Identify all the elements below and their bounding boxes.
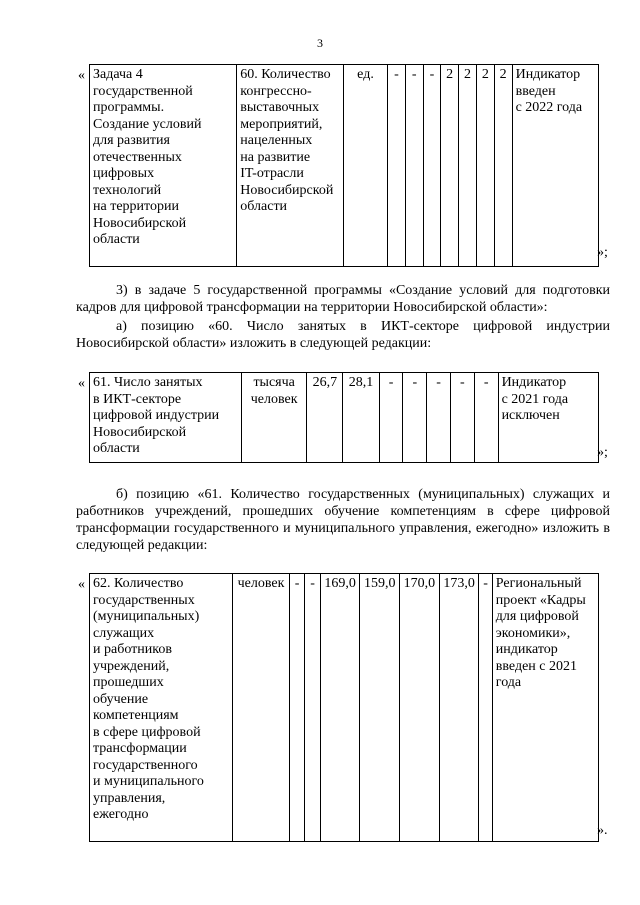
unit-cell: человек <box>233 574 290 842</box>
quote-open-2: « <box>78 376 85 391</box>
value-cell: 173,0 <box>439 574 479 842</box>
quote-open-3: « <box>78 577 85 592</box>
value-cell: 2 <box>441 65 459 267</box>
value-cell: - <box>474 373 498 463</box>
value-cell: 159,0 <box>360 574 400 842</box>
value-cell: 28,1 <box>343 373 379 463</box>
paragraph-task5: 3) в задаче 5 государственной программы «Создание условий для подготовки кадров для цифровой трансформации на территории Новосибирской области»: <box>76 283 610 315</box>
unit-cell: тысяча человек <box>242 373 307 463</box>
table-staff-training <box>89 573 599 842</box>
indicator-cell: 61. Число занятых в ИКТ-секторе цифровой индустрии Новосибирской области <box>90 373 242 463</box>
quote-close-3: ». <box>597 823 608 838</box>
value-cell: 2 <box>476 65 494 267</box>
task-cell: Задача 4 государственной программы. Создание условий для развития отечественных цифровых технологий на территории Новосибирской области <box>90 65 237 267</box>
note-cell: Региональный проект «Кадры для цифровой экономики», индикатор введен с 2021 года <box>492 574 598 842</box>
value-cell: - <box>423 65 441 267</box>
value-cell: - <box>451 373 475 463</box>
value-cell: 169,0 <box>320 574 360 842</box>
value-cell: 170,0 <box>400 574 440 842</box>
value-cell: 2 <box>494 65 512 267</box>
paragraph-position-61: б) позицию «61. Количество государственных (муниципальных) служащих и работников учреждений, прошедших обучение компетенциям в сфере цифровой трансформации государственного и муниципального управления, ежегодно» изложить в следующей редакции: <box>76 487 610 553</box>
paragraph-position-60: а) позицию «60. Число занятых в ИКТ-секторе цифровой индустрии Новосибирской области» изложить в следующей редакции: <box>76 319 610 351</box>
value-cell: 26,7 <box>307 373 343 463</box>
value-cell: - <box>305 574 320 842</box>
value-cell: - <box>289 574 304 842</box>
value-cell: 2 <box>459 65 477 267</box>
quote-close-2: »; <box>597 445 608 460</box>
unit-cell: ед. <box>343 65 387 267</box>
value-cell: - <box>405 65 423 267</box>
value-cell: - <box>427 373 451 463</box>
quote-close-1: »; <box>597 245 608 260</box>
value-cell: - <box>388 65 406 267</box>
note-cell: Индикатор введен с 2022 года <box>512 65 598 267</box>
value-cell: - <box>479 574 492 842</box>
indicator-cell: 60. Количество конгрессно- выставочных мероприятий, нацеленных на развитие IT-отрасли Новосибирской области <box>237 65 344 267</box>
table-task4 <box>89 64 599 267</box>
table-ikt <box>89 372 599 463</box>
page-number: 3 <box>317 36 323 50</box>
indicator-cell: 62. Количество государственных (муниципальных) служащих и работников учреждений, прошедших обучение компетенциям в сфере цифровой трансформации государственного и муниципального управления, ежегодно <box>90 574 233 842</box>
value-cell: - <box>403 373 427 463</box>
value-cell: - <box>379 373 403 463</box>
note-cell: Индикатор с 2021 года исключен <box>498 373 598 463</box>
quote-open-1: « <box>78 68 85 83</box>
